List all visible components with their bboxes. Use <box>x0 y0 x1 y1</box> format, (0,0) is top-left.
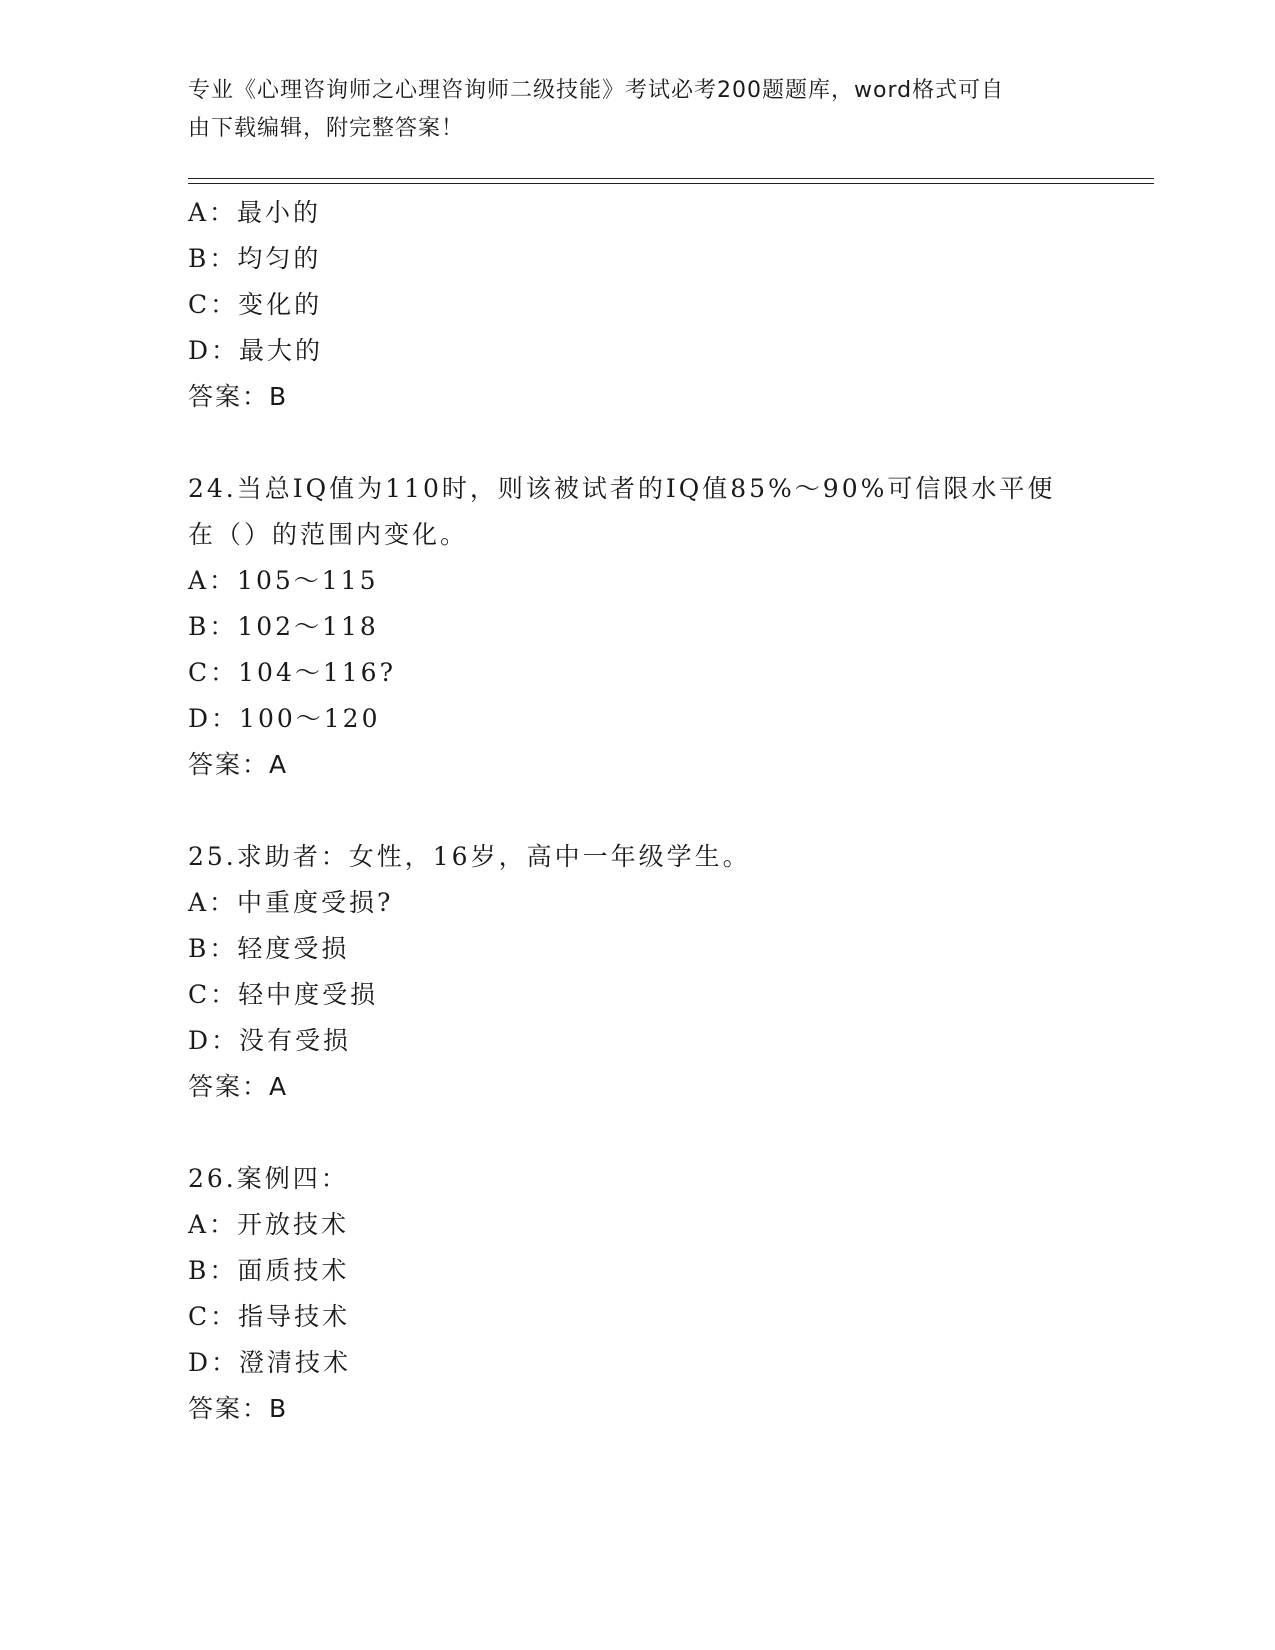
document-body <box>188 190 1108 1432</box>
option-c: C：轻中度受损 <box>188 980 379 1009</box>
question-stem: 26.案例四： <box>188 1164 349 1193</box>
option-a: A：最小的 <box>188 198 322 227</box>
document-header <box>188 72 1068 148</box>
answer: 答案：B <box>188 1394 289 1423</box>
option-d: D：澄清技术 <box>188 1348 352 1377</box>
question-25 <box>188 834 1108 1110</box>
answer: 答案：A <box>188 1072 289 1101</box>
question-24 <box>188 466 1108 788</box>
option-a: A：开放技术 <box>188 1210 350 1239</box>
option-c: C：指导技术 <box>188 1302 351 1331</box>
question-26 <box>188 1156 1108 1432</box>
question-23 <box>188 190 1108 420</box>
option-d: D：没有受损 <box>188 1026 352 1055</box>
header-divider-top <box>188 178 1154 179</box>
option-c: C：104～116? <box>188 658 396 687</box>
option-d: D：最大的 <box>188 336 324 365</box>
header-line-2: 由下载编辑，附完整答案！ <box>188 116 465 141</box>
option-b: B：面质技术 <box>188 1256 350 1285</box>
option-b: B：轻度受损 <box>188 934 350 963</box>
answer: 答案：B <box>188 382 289 411</box>
option-a: A：中重度受损? <box>188 888 394 917</box>
header-line-1: 专业《心理咨询师之心理咨询师二级技能》考试必考200题题库，word格式可自 <box>188 78 1005 103</box>
question-stem-line-2: 在（）的范围内变化。 <box>188 520 469 549</box>
header-divider-bottom <box>188 183 1154 184</box>
question-stem-line-1: 24.当总IQ值为110时，则该被试者的IQ值85%～90%可信限水平便 <box>188 474 1056 503</box>
option-b: B：均匀的 <box>188 244 322 273</box>
option-d: D：100～120 <box>188 704 381 733</box>
option-b: B：102～118 <box>188 612 379 641</box>
question-stem: 25.求助者：女性，16岁，高中一年级学生。 <box>188 842 751 871</box>
answer: 答案：A <box>188 750 289 779</box>
option-a: A：105～115 <box>188 566 379 595</box>
option-c: C：变化的 <box>188 290 323 319</box>
